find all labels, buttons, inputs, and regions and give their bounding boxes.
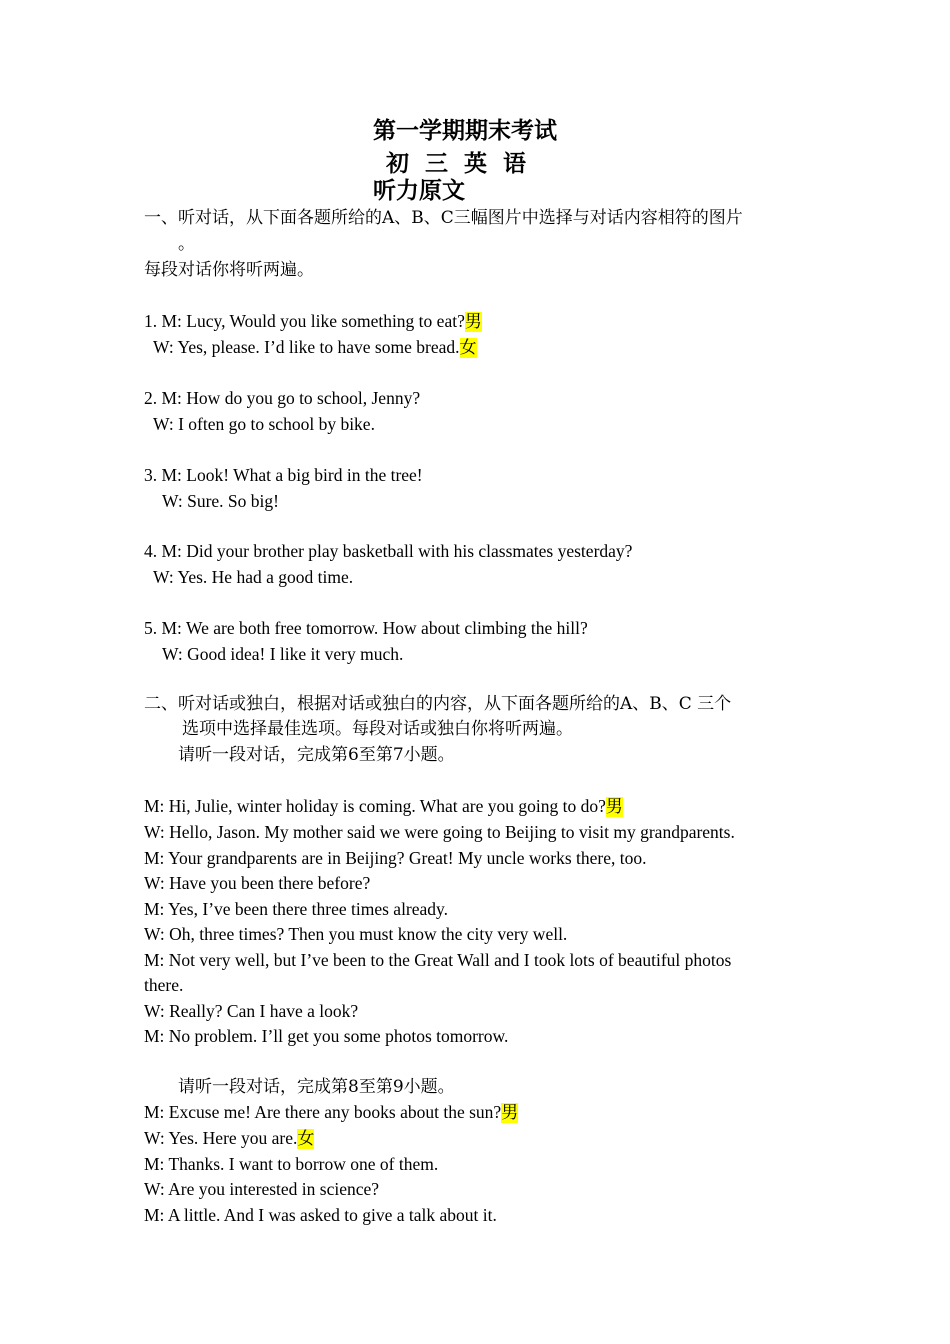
exam-subtitle: 听力原文 (373, 178, 465, 204)
dialogue-line: M: Excuse me! Are there any books about the sun? (144, 1102, 502, 1122)
dialogue-4-w: W: Yes. He had a good time. (153, 567, 354, 587)
dialogue-2-m: 2. M: How do you go to school, Jenny? (144, 388, 421, 408)
part1-line-10: M: No problem. I’ll get you some photos tomorrow. (144, 1026, 509, 1046)
dialogue-line: W: Yes. Here you are. (144, 1128, 298, 1148)
exam-title: 第一学期期末考试 (373, 118, 557, 144)
female-tag: 女 (297, 1129, 315, 1149)
section1-note: 每段对话你将听两遍。 (144, 260, 314, 280)
exam-subject: 初 三 英 语 (386, 151, 527, 177)
part1-line-7: M: Not very well, but I’ve been to the Great Wall and I took lots of beautiful photos (144, 950, 732, 970)
dialogue-line: M: Hi, Julie, winter holiday is coming. What are you going to do? (144, 796, 606, 816)
male-tag: 男 (605, 797, 623, 817)
part2-line-2 (144, 1127, 314, 1150)
dialogue-3-m: 3. M: Look! What a big bird in the tree! (144, 465, 423, 485)
dialogue-line: W: Yes, please. I’d like to have some bread. (153, 337, 460, 357)
part2-intro: 请听一段对话，完成第8至第9小题。 (178, 1077, 455, 1097)
part2-line-5: M: A little. And I was asked to give a talk about it. (144, 1205, 497, 1225)
part1-line-9: W: Really? Can I have a look? (144, 1001, 359, 1021)
section1-instruction-cont: 。 (178, 234, 195, 254)
male-tag: 男 (464, 312, 482, 332)
part1-line-1 (144, 795, 623, 818)
part2-line-1 (144, 1101, 518, 1124)
dialogue-1-w (153, 336, 477, 359)
section2-instruction: 二、听对话或独白，根据对话或独白的内容，从下面各题所给的A、B、C 三个 (144, 694, 732, 714)
dialogue-line: 1. M: Lucy, Would you like something to eat? (144, 311, 465, 331)
dialogue-4-m: 4. M: Did your brother play basketball with his classmates yesterday? (144, 541, 633, 561)
male-tag: 男 (501, 1103, 519, 1123)
part1-line-5: M: Yes, I’ve been there three times already. (144, 899, 449, 919)
section1-instruction: 一、听对话，从下面各题所给的A、B、C三幅图片中选择与对话内容相符的图片 (144, 208, 743, 228)
part1-line-2: W: Hello, Jason. My mother said we were going to Beijing to visit my grandparents. (144, 822, 735, 842)
part1-line-4: W: Have you been there before? (144, 873, 371, 893)
part1-line-3: M: Your grandparents are in Beijing? Great! My uncle works there, too. (144, 848, 647, 868)
part2-line-4: W: Are you interested in science? (144, 1179, 380, 1199)
female-tag: 女 (459, 338, 477, 358)
dialogue-2-w: W: I often go to school by bike. (153, 414, 375, 434)
dialogue-3-w: W: Sure. So big! (162, 491, 279, 511)
part1-intro: 请听一段对话，完成第6至第7小题。 (178, 745, 455, 765)
part1-line-8: there. (144, 975, 184, 995)
part2-line-3: M: Thanks. I want to borrow one of them. (144, 1154, 439, 1174)
dialogue-5-w: W: Good idea! I like it very much. (162, 644, 404, 664)
section2-instruction-cont: 选项中选择最佳选项。每段对话或独白你将听两遍。 (182, 719, 573, 739)
dialogue-5-m: 5. M: We are both free tomorrow. How about climbing the hill? (144, 618, 588, 638)
part1-line-6: W: Oh, three times? Then you must know the city very well. (144, 924, 568, 944)
dialogue-1-m (144, 310, 482, 333)
